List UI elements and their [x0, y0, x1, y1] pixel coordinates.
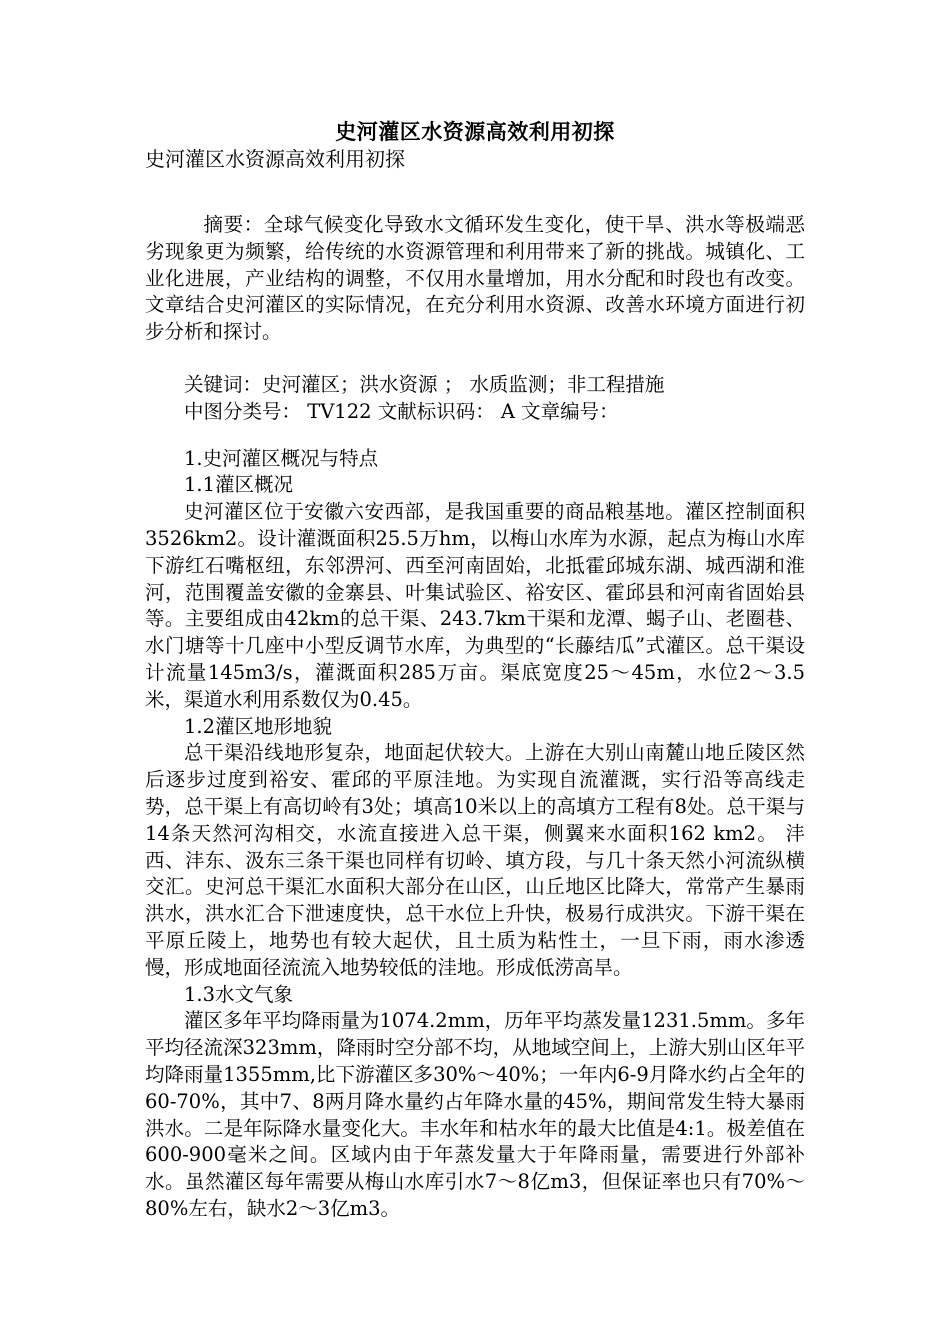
document-page [145, 118, 805, 1223]
document-subtitle: 史河灌区水资源高效利用初探 [145, 147, 405, 171]
subsection-paragraph: 史河灌区位于安徽六安西部，是我国重要的商品粮基地。灌区控制面积3526km2。设计灌溉面积25.5万hm，以梅山水库为水源，起点为梅山水库下游红石嘴枢纽，东邻淠河、西至河南固始，北抵霍邱城东湖、城西湖和淮河，范围覆盖安徽的金寨县、叶集试验区、裕安区、霍邱县和河南省固始县等。主要组成由42km的总干渠、243.7km干渠和龙潭、蝎子山、老圈巷、水门塘等十几座中小型反调节水库，为典型的“长藤结瓜”式灌区。总干渠设计流量145m3/s，灌溉面积285万亩。渠底宽度25～45m，水位2～3.5米，渠道水利用系数仅为0.45。 [145, 500, 805, 711]
subsection-heading: 1.3水文气象 [184, 982, 294, 1006]
subsection-paragraph: 灌区多年平均降雨量为1074.2mm，历年平均蒸发量1231.5mm。多年平均径流深323mm，降雨时空分部不均，从地域空间上，上游大别山区年平均降雨量1355mm,比下游灌区多30%～40%；一年内6-9月降水约占全年的60-70%，其中7、8两月降水量约占年降水量的45%，期间常发生特大暴雨洪水。二是年际降水量变化大。丰水年和枯水年的最大比值是4:1。极差值在600-900毫米之间。区域内由于年蒸发量大于年降雨量，需要进行外部补水。虽然灌区每年需要从梅山水库引水7～8亿m3，但保证率也只有70%～80%左右，缺水2～3亿m3。 [145, 1009, 805, 1220]
spacer [145, 346, 805, 372]
keywords-line: 关键词：史河灌区；洪水资源 ； 水质监测；非工程措施 [184, 372, 665, 396]
classification-line: 中图分类号： TV122 文献标识码： A 文章编号： [184, 399, 619, 423]
abstract-paragraph: 摘要：全球气候变化导致水文循环发生变化，使干旱、洪水等极端恶劣现象更为频繁，给传统的水资源管理和利用带来了新的挑战。城镇化、工业化进展，产业结构的调整，不仅用水量增加，用水分配和时段也有改变。文章结合史河灌区的实际情况，在充分利用水资源、改善水环境方面进行初步分析和探讨。 [145, 213, 805, 344]
subsection-paragraph: 总干渠沿线地形复杂，地面起伏较大。上游在大别山南麓山地丘陵区然后逐步过度到裕安、霍邱的平原洼地。为实现自流灌溉，实行沿等高线走势，总干渠上有高切岭有3处；填高10米以上的高填方工程有8处。总干渠与14条天然河沟相交，水流直接进入总干渠，侧翼来水面积162 km2。 沣西、沣东、汲东三条干渠也同样有切岭、填方段，与几十条天然小河流纵横交汇。史河总干渠汇水面积大部分在山区，山丘地区比降大，常常产生暴雨洪水，洪水汇合下泄速度快，总干水位上升快，极易行成洪灾。下游干渠在平原丘陵上，地势也有较大起伏，且土质为粘性土，一旦下雨，雨水渗透慢，形成地面径流流入地势较低的洼地。形成低涝高旱。 [145, 741, 805, 979]
spacer [145, 172, 805, 212]
spacer [145, 426, 805, 446]
subsection-heading: 1.2灌区地形地貌 [184, 714, 333, 738]
document-title: 史河灌区水资源高效利用初探 [335, 119, 615, 144]
subsection-heading: 1.1灌区概况 [184, 473, 294, 497]
section-heading: 1.史河灌区概况与特点 [184, 446, 379, 470]
